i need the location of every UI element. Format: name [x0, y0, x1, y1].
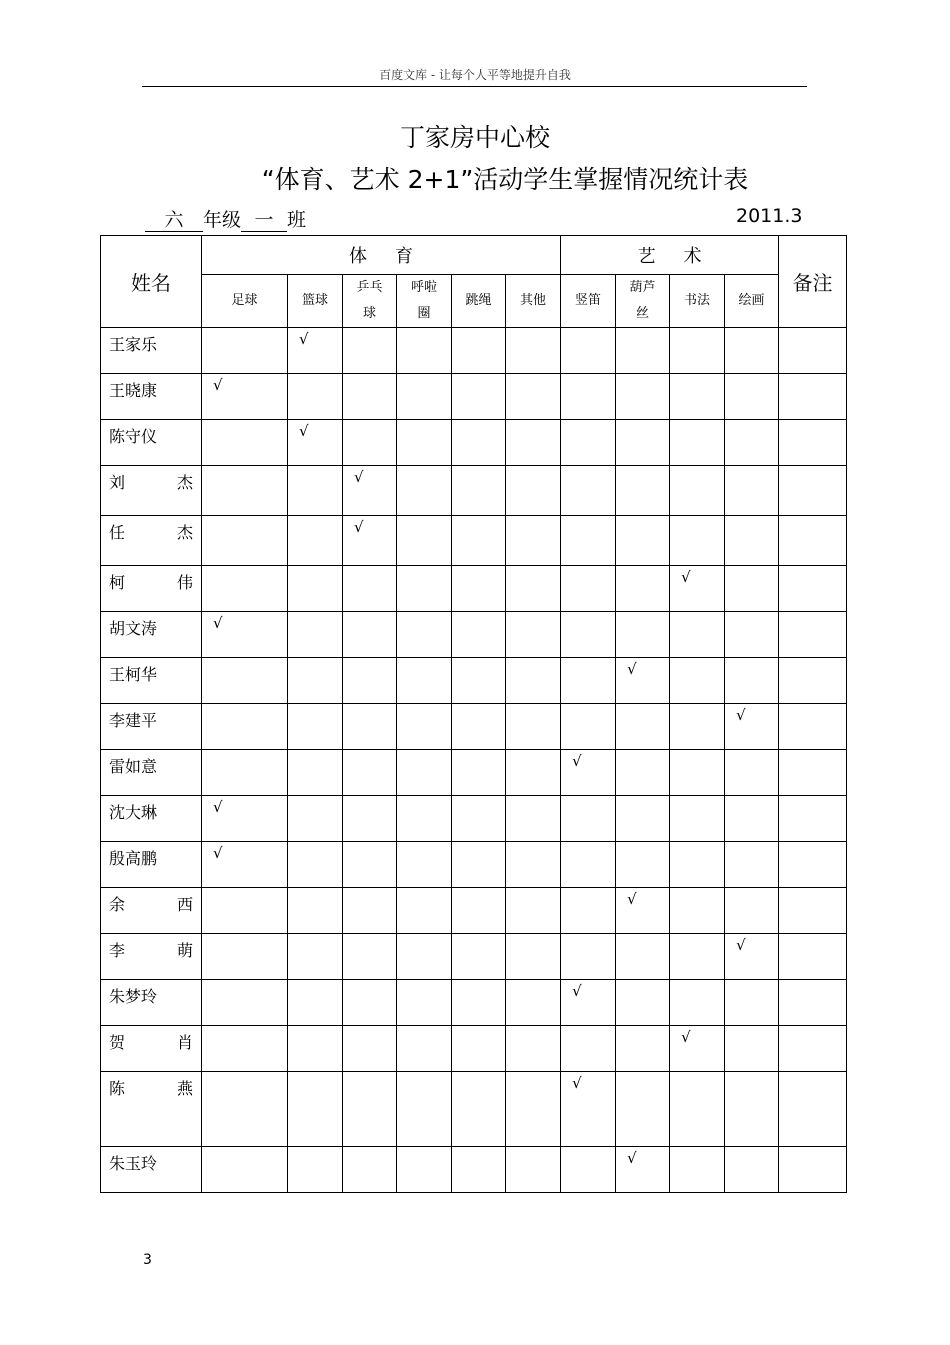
mark-cell: [397, 420, 452, 466]
student-name: [101, 658, 202, 704]
mark-cell: [343, 1026, 397, 1072]
check-mark: √: [343, 466, 397, 516]
student-name-part: 雷如意: [109, 757, 158, 776]
mark-cell: [561, 1026, 616, 1072]
mark-cell: [397, 516, 452, 566]
mark-cell: [288, 934, 343, 980]
table-row: [101, 420, 847, 466]
mark-cell: [561, 566, 616, 612]
column-header: [288, 275, 343, 328]
page-number: 3: [143, 1252, 152, 1268]
mark-cell: [452, 374, 506, 420]
arts-header: 艺术: [561, 236, 779, 275]
statistics-table: [100, 235, 847, 1193]
table-row: [101, 1147, 847, 1193]
mark-cell: [506, 750, 561, 796]
mark-cell: [616, 516, 670, 566]
student-name: [101, 420, 202, 466]
mark-cell: [670, 374, 725, 420]
column-header-text: 乒乓: [356, 280, 383, 295]
column-header: [725, 275, 779, 328]
mark-cell: [506, 374, 561, 420]
column-header-text: 竖笛: [575, 293, 602, 308]
remarks-cell: [779, 658, 847, 704]
student-name-part: 杰: [176, 523, 193, 542]
mark-cell: [343, 796, 397, 842]
check-mark: √: [343, 516, 397, 566]
student-name: [101, 704, 202, 750]
mark-cell: [616, 842, 670, 888]
mark-cell: [506, 612, 561, 658]
student-name: [101, 374, 202, 420]
mark-cell: [397, 796, 452, 842]
mark-cell: [452, 516, 506, 566]
check-mark: √: [725, 934, 779, 980]
student-name-part: 余: [109, 895, 126, 914]
mark-cell: [202, 516, 288, 566]
mark-cell: [506, 980, 561, 1026]
column-header: [616, 275, 670, 328]
mark-cell: [506, 328, 561, 374]
student-name-part: 沈大琳: [109, 803, 158, 822]
mark-cell: [561, 934, 616, 980]
mark-cell: [288, 842, 343, 888]
column-header: [452, 275, 506, 328]
mark-cell: [343, 842, 397, 888]
remarks-cell: [779, 796, 847, 842]
mark-cell: [670, 1147, 725, 1193]
remarks-cell: [779, 566, 847, 612]
mark-cell: [397, 888, 452, 934]
mark-cell: [670, 980, 725, 1026]
mark-cell: [288, 466, 343, 516]
check-mark: √: [202, 842, 288, 888]
table-row: [101, 658, 847, 704]
mark-cell: [397, 612, 452, 658]
table-row: [101, 566, 847, 612]
mark-cell: [343, 1147, 397, 1193]
mark-cell: [343, 980, 397, 1026]
table-row: [101, 888, 847, 934]
mark-cell: [202, 980, 288, 1026]
mark-cell: [397, 658, 452, 704]
mark-cell: [616, 420, 670, 466]
student-name: [101, 1072, 202, 1147]
mark-cell: [561, 1147, 616, 1193]
student-name-part: 任: [109, 523, 126, 542]
mark-cell: [616, 1026, 670, 1072]
student-name: [101, 566, 202, 612]
mark-cell: [452, 658, 506, 704]
column-header: [202, 275, 288, 328]
student-name-part: 朱玉玲: [109, 1154, 158, 1173]
mark-cell: [561, 888, 616, 934]
mark-cell: [616, 750, 670, 796]
student-name-part: 贺: [109, 1033, 126, 1052]
remarks-cell: [779, 1147, 847, 1193]
mark-cell: [725, 516, 779, 566]
mark-cell: [452, 842, 506, 888]
check-mark: √: [202, 612, 288, 658]
mark-cell: [670, 842, 725, 888]
mark-cell: [616, 704, 670, 750]
mark-cell: [452, 704, 506, 750]
name-header: 姓名: [101, 236, 202, 328]
header-text: 百度文库 - 让每个人平等地提升自我: [379, 68, 571, 82]
mark-cell: [452, 1026, 506, 1072]
mark-cell: [670, 466, 725, 516]
mark-cell: [202, 466, 288, 516]
column-header-text: 跳绳: [465, 293, 492, 308]
student-name: [101, 796, 202, 842]
mark-cell: [397, 980, 452, 1026]
mark-cell: [725, 374, 779, 420]
column-header-text: 篮球: [301, 293, 328, 308]
mark-cell: [670, 328, 725, 374]
column-header: [343, 275, 397, 328]
school-title: 丁家房中心校: [399, 123, 550, 152]
mark-cell: [343, 328, 397, 374]
check-mark: √: [670, 566, 725, 612]
mark-cell: [561, 466, 616, 516]
mark-cell: [202, 328, 288, 374]
column-header-text: 丝: [636, 306, 650, 321]
mark-cell: [288, 566, 343, 612]
mark-cell: [343, 934, 397, 980]
remarks-cell: [779, 704, 847, 750]
table-row: [101, 516, 847, 566]
mark-cell: [397, 1026, 452, 1072]
mark-cell: [506, 842, 561, 888]
check-mark: √: [670, 1026, 725, 1072]
mark-cell: [452, 612, 506, 658]
mark-cell: [670, 658, 725, 704]
mark-cell: [452, 466, 506, 516]
mark-cell: [343, 1072, 397, 1147]
mark-cell: [670, 750, 725, 796]
mark-cell: [452, 1147, 506, 1193]
mark-cell: [202, 704, 288, 750]
student-name: [101, 750, 202, 796]
remarks-cell: [779, 842, 847, 888]
mark-cell: [506, 420, 561, 466]
mark-cell: [670, 612, 725, 658]
remarks-cell: [779, 420, 847, 466]
mark-cell: [288, 658, 343, 704]
mark-cell: [506, 658, 561, 704]
check-mark: √: [616, 888, 670, 934]
mark-cell: [452, 750, 506, 796]
check-mark: √: [616, 658, 670, 704]
column-header-text: 其他: [520, 293, 547, 308]
column-header: [561, 275, 616, 328]
table-row: [101, 796, 847, 842]
mark-cell: [452, 796, 506, 842]
student-name: [101, 842, 202, 888]
table-row: [101, 704, 847, 750]
mark-cell: [616, 612, 670, 658]
student-name-part: 李建平: [109, 711, 158, 730]
remarks-header: 备注: [779, 236, 847, 328]
remarks-cell: [779, 466, 847, 516]
student-name-part: 王晓康: [109, 381, 158, 400]
table-row: [101, 1072, 847, 1147]
student-name-part: 陈守仪: [109, 427, 158, 446]
mark-cell: [202, 1026, 288, 1072]
mark-cell: [725, 842, 779, 888]
table-row: [101, 750, 847, 796]
student-name-part: 刘: [109, 473, 126, 492]
mark-cell: [288, 612, 343, 658]
column-header-text: 书法: [684, 293, 711, 308]
mark-cell: [616, 980, 670, 1026]
mark-cell: [670, 420, 725, 466]
check-mark: √: [202, 796, 288, 842]
mark-cell: [288, 1147, 343, 1193]
mark-cell: [725, 1072, 779, 1147]
check-mark: √: [561, 980, 616, 1026]
mark-cell: [561, 420, 616, 466]
mark-cell: [670, 796, 725, 842]
mark-cell: [725, 980, 779, 1026]
mark-cell: [506, 1072, 561, 1147]
mark-cell: [202, 566, 288, 612]
remarks-cell: [779, 750, 847, 796]
mark-cell: [561, 328, 616, 374]
student-name-part: 肖: [176, 1033, 193, 1052]
class-value: 一: [241, 209, 287, 232]
check-mark: √: [202, 374, 288, 420]
mark-cell: [725, 328, 779, 374]
mark-cell: [670, 516, 725, 566]
mark-cell: [343, 612, 397, 658]
mark-cell: [202, 1147, 288, 1193]
student-name: [101, 934, 202, 980]
mark-cell: [670, 934, 725, 980]
column-header-text: 球: [362, 306, 376, 321]
grade-value: 六: [145, 209, 203, 232]
mark-cell: [452, 566, 506, 612]
mark-cell: [506, 796, 561, 842]
mark-cell: [725, 466, 779, 516]
mark-cell: [725, 420, 779, 466]
remarks-cell: [779, 980, 847, 1026]
mark-cell: [452, 934, 506, 980]
mark-cell: [561, 612, 616, 658]
student-name-part: 王家乐: [109, 335, 158, 354]
mark-cell: [202, 658, 288, 704]
student-name: [101, 328, 202, 374]
mark-cell: [288, 888, 343, 934]
table-row: [101, 842, 847, 888]
student-name: [101, 980, 202, 1026]
mark-cell: [616, 796, 670, 842]
remarks-cell: [779, 516, 847, 566]
column-header: [670, 275, 725, 328]
mark-cell: [506, 466, 561, 516]
mark-cell: [288, 1072, 343, 1147]
mark-cell: [506, 1147, 561, 1193]
student-name-part: 王柯华: [109, 665, 158, 684]
check-mark: √: [561, 750, 616, 796]
mark-cell: [288, 1026, 343, 1072]
mark-cell: [616, 328, 670, 374]
mark-cell: [343, 750, 397, 796]
mark-cell: [288, 704, 343, 750]
mark-cell: [202, 934, 288, 980]
mark-cell: [506, 888, 561, 934]
mark-cell: [616, 1072, 670, 1147]
remarks-cell: [779, 374, 847, 420]
mark-cell: [725, 888, 779, 934]
student-name: [101, 516, 202, 566]
remarks-cell: [779, 1072, 847, 1147]
student-name-part: 李: [109, 941, 126, 960]
mark-cell: [397, 374, 452, 420]
mark-cell: [725, 658, 779, 704]
mark-cell: [561, 516, 616, 566]
mark-cell: [397, 750, 452, 796]
mark-cell: [616, 374, 670, 420]
mark-cell: [397, 466, 452, 516]
remarks-cell: [779, 934, 847, 980]
mark-cell: [343, 658, 397, 704]
mark-cell: [561, 842, 616, 888]
column-header-text: 圈: [417, 306, 431, 321]
mark-cell: [452, 328, 506, 374]
mark-cell: [506, 934, 561, 980]
mark-cell: [725, 750, 779, 796]
check-mark: √: [725, 704, 779, 750]
mark-cell: [202, 888, 288, 934]
mark-cell: [561, 374, 616, 420]
table-row: [101, 934, 847, 980]
table-row: [101, 328, 847, 374]
remarks-cell: [779, 888, 847, 934]
mark-cell: [288, 516, 343, 566]
mark-cell: [506, 1026, 561, 1072]
remarks-cell: [779, 1026, 847, 1072]
column-header-text: 绘画: [738, 293, 765, 308]
mark-cell: [397, 1072, 452, 1147]
mark-cell: [725, 1147, 779, 1193]
student-name-part: 杰: [176, 473, 193, 492]
mark-cell: [452, 980, 506, 1026]
mark-cell: [452, 1072, 506, 1147]
student-name-part: 萌: [176, 941, 193, 960]
table-row: [101, 1026, 847, 1072]
mark-cell: [288, 374, 343, 420]
mark-cell: [202, 420, 288, 466]
mark-cell: [506, 516, 561, 566]
mark-cell: [343, 374, 397, 420]
mark-cell: [616, 466, 670, 516]
mark-cell: [561, 704, 616, 750]
column-header: [506, 275, 561, 328]
student-name-part: 胡文涛: [109, 619, 158, 638]
check-mark: √: [288, 328, 343, 374]
column-header-text: 足球: [231, 293, 258, 308]
student-name-part: 柯: [109, 573, 126, 592]
student-name: [101, 612, 202, 658]
mark-cell: [202, 750, 288, 796]
mark-cell: [561, 658, 616, 704]
mark-cell: [616, 934, 670, 980]
date: 2011.3: [736, 205, 803, 227]
check-mark: √: [616, 1147, 670, 1193]
mark-cell: [725, 796, 779, 842]
mark-cell: [343, 566, 397, 612]
student-name: [101, 1147, 202, 1193]
mark-cell: [288, 980, 343, 1026]
mark-cell: [343, 888, 397, 934]
mark-cell: [506, 704, 561, 750]
mark-cell: [288, 796, 343, 842]
mark-cell: [343, 704, 397, 750]
table-row: [101, 466, 847, 516]
mark-cell: [397, 1147, 452, 1193]
student-name: [101, 888, 202, 934]
student-name: [101, 466, 202, 516]
student-name: [101, 1026, 202, 1072]
check-mark: √: [561, 1072, 616, 1147]
column-header: [397, 275, 452, 328]
student-name-part: 燕: [176, 1079, 193, 1098]
column-header-text: 葫芦: [629, 280, 656, 295]
mark-cell: [616, 566, 670, 612]
mark-cell: [452, 420, 506, 466]
mark-cell: [288, 750, 343, 796]
check-mark: √: [288, 420, 343, 466]
remarks-cell: [779, 328, 847, 374]
table-row: [101, 980, 847, 1026]
mark-cell: [561, 796, 616, 842]
student-name-part: 陈: [109, 1079, 126, 1098]
mark-cell: [397, 842, 452, 888]
mark-cell: [670, 1072, 725, 1147]
table-row: [101, 374, 847, 420]
mark-cell: [670, 888, 725, 934]
student-name-part: 朱梦玲: [109, 987, 158, 1006]
mark-cell: [343, 420, 397, 466]
class-label: 班: [287, 209, 307, 231]
student-name-part: 伟: [176, 573, 193, 592]
mark-cell: [397, 704, 452, 750]
table-row: [101, 612, 847, 658]
sports-header: 体育: [202, 236, 561, 275]
mark-cell: [397, 328, 452, 374]
mark-cell: [725, 612, 779, 658]
form-title: “体育、艺术 2+1”活动学生掌握情况统计表: [261, 165, 749, 194]
mark-cell: [202, 1072, 288, 1147]
mark-cell: [670, 704, 725, 750]
mark-cell: [725, 1026, 779, 1072]
mark-cell: [397, 934, 452, 980]
mark-cell: [506, 566, 561, 612]
remarks-cell: [779, 612, 847, 658]
mark-cell: [452, 888, 506, 934]
grade-label: 年级: [203, 209, 242, 231]
column-header-text: 呼啦: [410, 280, 437, 295]
grade-class-line: [145, 205, 306, 232]
student-name-part: 西: [176, 895, 193, 914]
mark-cell: [397, 566, 452, 612]
student-name-part: 殷高鹏: [109, 849, 158, 868]
header-rule: [142, 86, 807, 87]
mark-cell: [725, 566, 779, 612]
